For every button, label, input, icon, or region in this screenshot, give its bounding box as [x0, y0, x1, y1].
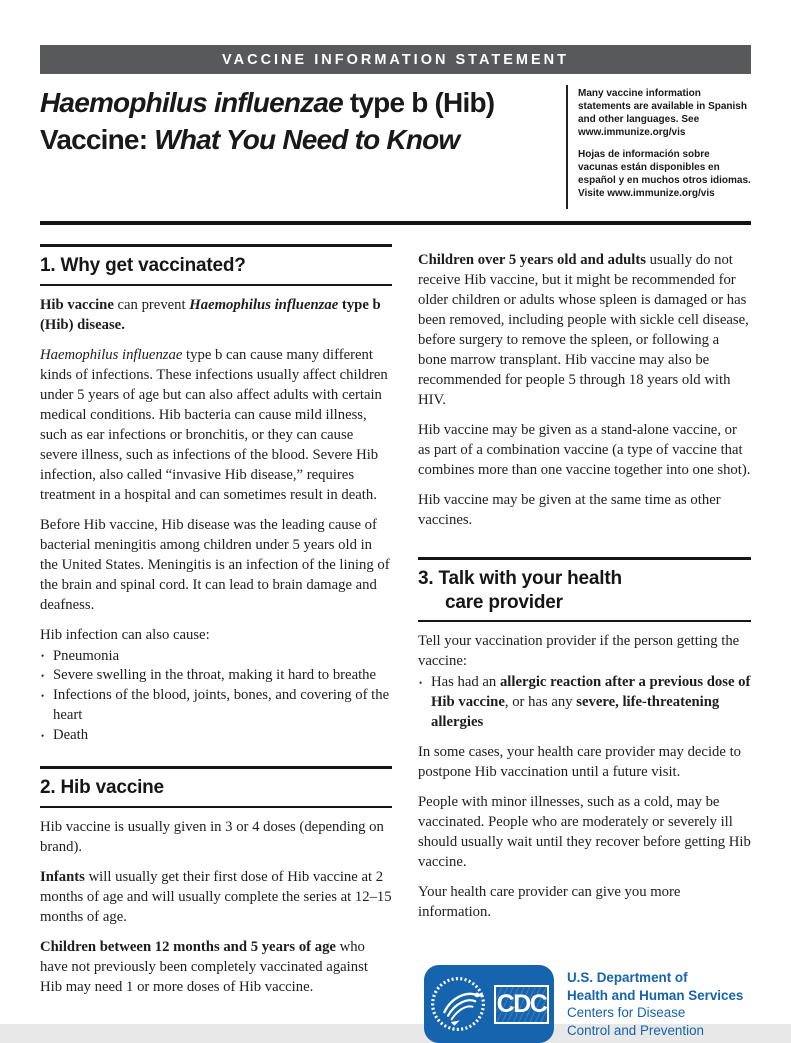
cdc-acronym: CDC [496, 989, 547, 1018]
section3-paragraph-3: People with minor illnesses, such as a cold, may be vaccinated. People who are moderately or severely ill should usually wait until they recover before getting Hib vaccine. [418, 794, 751, 871]
section1-paragraph-3: Before Hib vaccine, Hib disease was the leading cause of bacterial meningitis among children under 5 years old in the United States. Meningitis is an infection of the lining of the brain and spinal cord. It can lead to brain damage and deafness. [40, 516, 390, 613]
list-item: • Has had an allergic reaction after a previous dose of Hib vaccine, or has any severe, life-threatening allergies [418, 673, 751, 733]
section2-paragraph-5: Hib vaccine may be given as a stand-alone vaccine, or as part of a combination vaccine (a type of vaccine that combines more than one vaccine together into one shot). [418, 421, 751, 478]
two-column-body [40, 244, 751, 1043]
section1-paragraph-1: Hib vaccine can prevent Haemophilus influenzae type b (Hib) disease. [40, 296, 381, 333]
agency-dept-line2: Health and Human Services [567, 987, 744, 1003]
section3-paragraph-2: In some cases, your health care provider may decide to postpone Hib vaccination until a future visit. [418, 744, 741, 781]
section2-paragraph-2: Infants will usually get their first dose of Hib vaccine at 2 months of age and will usually complete the series at 12–15 months of age. [40, 869, 392, 926]
section1-paragraph-2: Haemophilus influenzae type b can cause many different kinds of infections. These infections usually affect children under 5 years of age but can also affect adults with certain medical conditions. Hib bacteria can cause mild illness, such as ear infections or bronchitis, or they can cause severe illness, such as infections of the blood. Severe Hib infection, also called “invasive Hib disease,” requires treatment in a hospital and can sometimes result in death. [40, 346, 388, 503]
title-divider-rule [40, 221, 751, 225]
section2-paragraph-6: Hib vaccine may be given at the same time as other vaccines. [418, 491, 721, 528]
agency-cdc-line2: Control and Prevention [567, 1022, 704, 1038]
list-item: • Pneumonia [40, 647, 392, 667]
section2-paragraph-3: Children between 12 months and 5 years of age who have not previously been completely vaccinated against Hib may need 1 or more doses of Hib vaccine. [40, 939, 368, 996]
section2-paragraph-4: Children over 5 years old and adults usually do not receive Hib vaccine, but it might be recommended for older children or adults whose spleen is damaged or has been removed, including people with sickle cell disease, before surgery to remove the spleen, or following a bone marrow transplant. Hib vaccine may also be recommended for people 5 through 18 years old with HIV. [418, 252, 749, 408]
list-item: • Severe swelling in the throat, making it hard to breathe [40, 666, 392, 686]
section1-heading: 1. Why get vaccinated? [40, 244, 392, 286]
document-title: Haemophilus influenzae type b (Hib) Vaccine: What You Need to Know [40, 87, 495, 155]
left-column [40, 244, 392, 1043]
section2-heading: 2. Hib vaccine [40, 766, 392, 808]
title-row [40, 85, 751, 209]
section3-heading [418, 557, 751, 623]
cdc-logo-box [494, 985, 549, 1024]
section3-bullet-list [418, 673, 751, 733]
section3-paragraph-4: Your health care provider can give you more information. [418, 884, 681, 921]
language-note-spanish: Hojas de información sobre vacunas están disponibles en español y en muchos otros idiomas. Visite www.immunize.org/vis [578, 149, 751, 199]
agency-dept-line1: U.S. Department of [567, 970, 688, 986]
list-item: • Infections of the blood, joints, bones, and covering of the heart [40, 686, 392, 726]
section3-heading-line2: care provider [445, 591, 563, 613]
section1-bullet-list [40, 647, 392, 747]
section3-heading-line1: 3. Talk with your health [418, 567, 622, 589]
right-column [418, 244, 751, 1043]
footer-agency-block [418, 965, 751, 1043]
agency-cdc-line1: Centers for Disease [567, 1005, 686, 1021]
vis-banner-label: VACCINE INFORMATION STATEMENT [222, 51, 569, 68]
cdc-hhs-logo [424, 965, 554, 1043]
vis-banner [40, 45, 751, 74]
hhs-eagle-seal-icon [429, 975, 487, 1033]
language-note-box [566, 85, 751, 209]
section1-list-intro: Hib infection can also cause: [40, 626, 210, 643]
agency-text [567, 969, 743, 1039]
section2-paragraph-1: Hib vaccine is usually given in 3 or 4 doses (depending on brand). [40, 819, 384, 856]
list-item: • Death [40, 726, 392, 746]
language-note-english: Many vaccine information statements are available in Spanish and other languages. See www.immunize.org/vis [578, 88, 747, 138]
section3-paragraph-1: Tell your vaccination provider if the person getting the vaccine: [418, 633, 740, 670]
